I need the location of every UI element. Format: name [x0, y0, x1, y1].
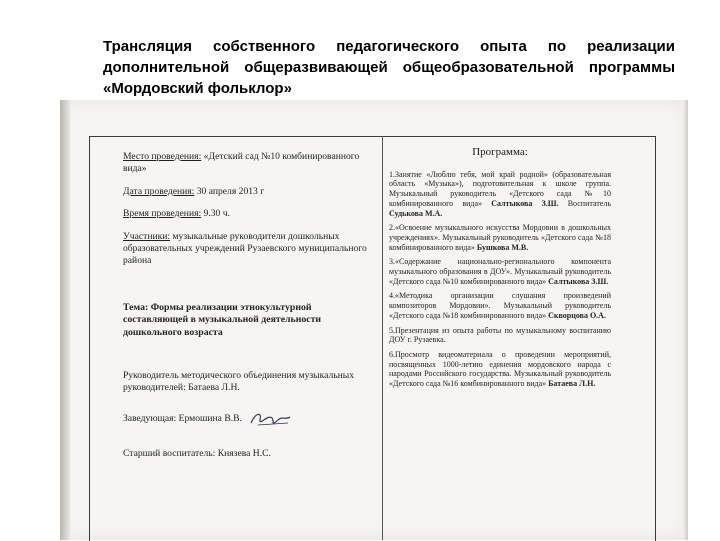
program-item: 2.«Освоение музыкального искусства Мордовии в дошкольных учреждениях». Музыкальный руководитель «Детского сада №18 комбинированного вида» Бушкова М.В. [389, 223, 611, 252]
manager: Заведующая: Ермошина В.В. [123, 413, 242, 425]
venue [123, 151, 373, 176]
date [123, 186, 373, 198]
scanned-document [60, 100, 688, 540]
program-item: 6.Просмотр видеоматериала о проведении мероприятий, посвященных 1000-летию единения мордовского народа с народами Российского государства. Музыкальный руководитель «Детского сада №16 комбинированного вида» Батаева Л.Н. [389, 349, 611, 389]
venue-label: Место проведения: [123, 151, 202, 162]
scan-shadow-right [682, 100, 688, 540]
program-item: 5.Презентация из опыта работы по музыкальному воспитанию ДОУ г. Рузаевка. [389, 325, 611, 345]
column-divider [382, 136, 383, 540]
program [389, 148, 611, 394]
slide-heading: Трансляция собственного педагогического опыта по реализации дополнительной общеразвивающей общеобразовательной программы «Мордовский фольклор» [103, 38, 675, 97]
methodical-head: Руководитель методического объединения музыкальных руководителей: Батаева Л.Н. [123, 369, 355, 394]
participants [123, 231, 373, 268]
program-item: 1.Занятие «Люблю тебя, мой край родной» (образовательная область «Музыка»), подготовительная к школе группа. Музыкальный руководитель «Детского сада №10 комбинированного вида» Салтыкова З.Ш. Воспитатель Судькова М.А. [389, 169, 611, 218]
program-title: Программа: [472, 146, 528, 158]
participants-value: музыкальные руководители дошкольных образовательных учреждений Рузаевского муниципального района [123, 230, 367, 267]
scan-shadow-left [60, 100, 70, 540]
date-label: Дата проведения: [123, 185, 195, 197]
date-value: 30 апреля 2013 г [194, 185, 265, 197]
event-details [123, 151, 373, 471]
program-item: 3.«Содержание национально-регионального компонента музыкального образования в ДОУ». Музыкальный руководитель «Детского сада №10 комбинированного вида» Салтыкова З.Ш. [389, 257, 611, 286]
signature-icon [248, 408, 294, 430]
participants-label: Участники: [123, 230, 171, 242]
theme: Тема: Формы реализации этнокультурной составляющей в музыкальной деятельности дошкольного возраста [123, 301, 322, 339]
senior-teacher: Старший воспитатель: Князева Н.С. [123, 448, 271, 460]
program-item: 4.«Методика организации слушания произведений композиторов Мордовии». Музыкальный руководитель «Детского сада №18 комбинированного вида» Скворцова О.А. [389, 291, 611, 320]
manager-line [123, 408, 373, 430]
time-label: Время проведения: [123, 208, 202, 220]
time-value: 9.30 ч. [201, 208, 230, 220]
venue-value: «Детский сад №10 комбинированного вида» [123, 151, 360, 175]
time [123, 208, 373, 220]
